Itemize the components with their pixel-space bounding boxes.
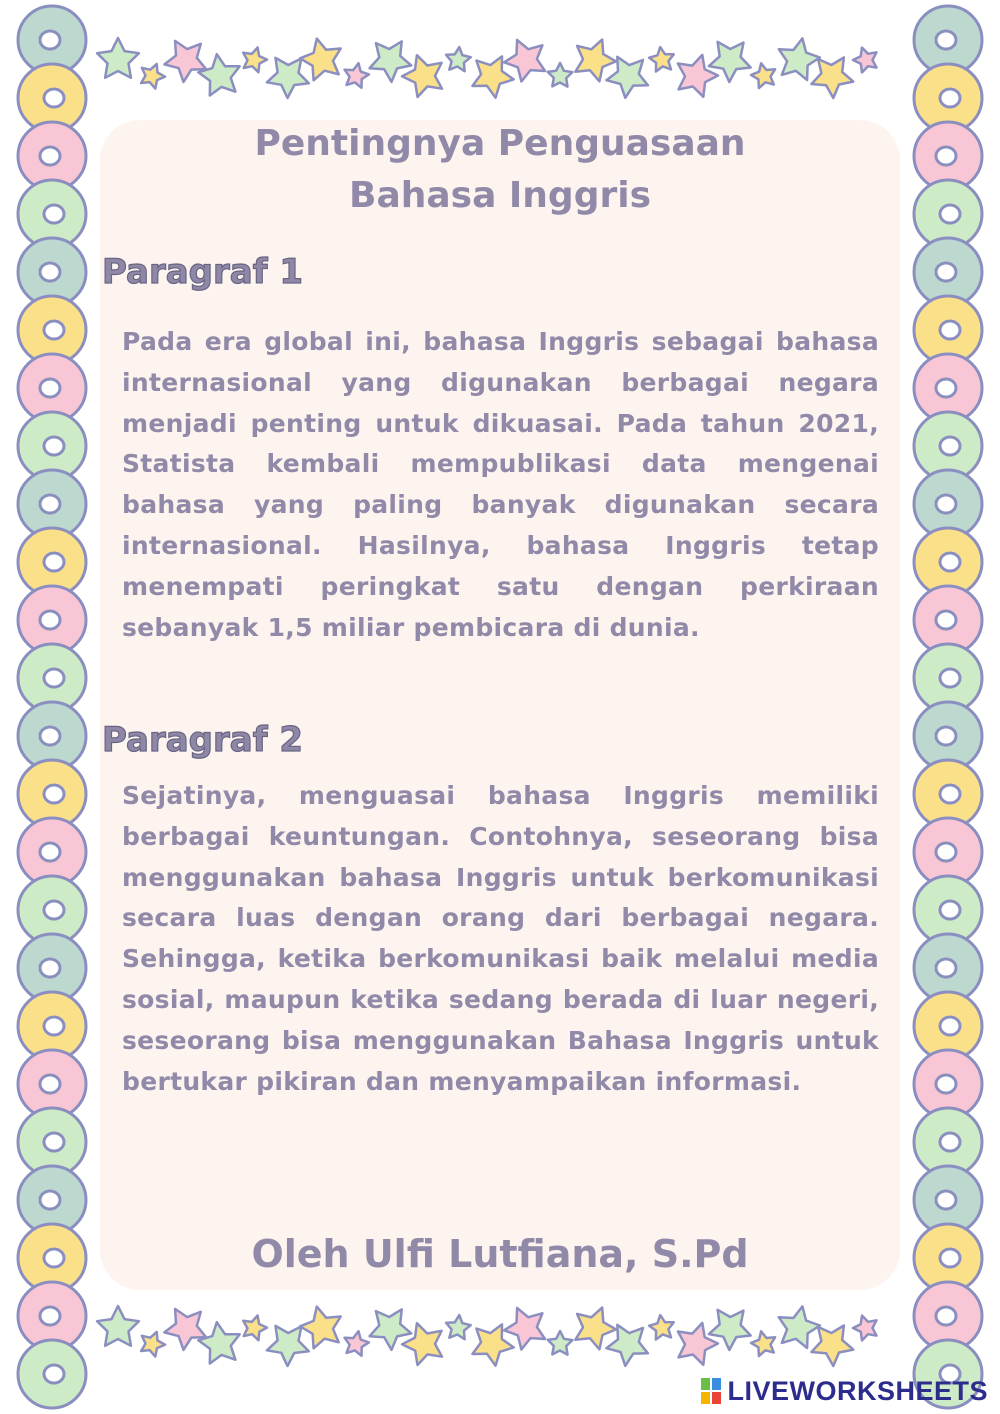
star-icon: [97, 38, 139, 78]
star-icon: [345, 63, 369, 88]
star-icon: [779, 38, 820, 80]
star-icon: [243, 48, 267, 73]
star-icon: [853, 1316, 877, 1341]
star-icon: [446, 47, 471, 71]
star-icon: [300, 39, 341, 81]
donut-column-right: [914, 6, 982, 1408]
star-icon: [504, 1308, 545, 1350]
star-icon: [267, 1326, 309, 1366]
title-line-2: Bahasa Inggris: [349, 175, 651, 216]
paragraph-2-text: Sejatinya, menguasai bahasa Inggris memiliki berbagai keuntungan. Contohnya, seseorang bisa menggunakan bahasa Inggris untuk berkomunikasi secara luas dengan orang dari berbagai negara. Sehingga, ketika berkomunikasi baik melalui media sosial, maupun ketika sedang berada di luar negeri, seseorang bisa menggunakan Bahasa Inggris untuk bertukar pikiran dan menyampaikan informasi.: [122, 781, 879, 1096]
star-icon: [548, 63, 573, 87]
star-icon: [267, 58, 309, 98]
star-garland-top: [97, 38, 876, 98]
star-icon: [751, 1331, 775, 1356]
star-icon: [751, 63, 775, 88]
star-icon: [345, 1331, 369, 1356]
page-title: [180, 118, 820, 222]
star-icon: [164, 41, 206, 82]
title-line-1: Pentingnya Penguasaan: [254, 123, 746, 164]
liveworksheets-footer[interactable]: [701, 1375, 988, 1407]
star-icon: [504, 40, 545, 82]
liveworksheets-brand: LIVEWORKSHEETS: [727, 1375, 988, 1406]
paper-background: [100, 120, 900, 1290]
star-icon: [812, 58, 854, 99]
star-icon: [678, 1323, 718, 1365]
donut-icon: [18, 1340, 86, 1408]
paragraph-1-heading: Paragraf 1: [102, 252, 303, 292]
paragraph-2-heading: Paragraf 2: [102, 720, 303, 760]
star-icon: [141, 1332, 165, 1357]
star-icon: [300, 1307, 341, 1349]
star-icon: [198, 1322, 239, 1363]
donut-column-left: [18, 6, 86, 1408]
star-icon: [198, 54, 239, 95]
star-icon: [548, 1331, 573, 1355]
star-garland-bottom: [97, 1306, 876, 1366]
star-icon: [575, 1308, 616, 1350]
star-icon: [853, 48, 877, 73]
star-icon: [446, 1315, 471, 1339]
star-icon: [97, 1306, 139, 1346]
star-icon: [243, 1316, 267, 1341]
star-icon: [164, 1309, 206, 1350]
author-credit: Oleh Ulfi Lutfiana, S.Pd: [251, 1232, 749, 1276]
star-icon: [575, 40, 616, 82]
star-icon: [779, 1306, 820, 1348]
liveworksheets-logo-icon: [701, 1378, 723, 1404]
star-icon: [649, 1315, 674, 1339]
star-icon: [678, 55, 718, 97]
star-icon: [649, 47, 674, 71]
paragraph-1-text: Pada era global ini, bahasa Inggris sebagai bahasa internasional yang digunakan berbagai negara menjadi penting untuk dikuasai. Pada tahun 2021, Statista kembali mempublikasi data mengenai bahasa yang paling banyak digunakan secara internasional. Hasilnya, bahasa Inggris tetap menempati peringkat satu dengan perkiraan sebanyak 1,5 miliar pembicara di dunia.: [122, 327, 879, 642]
star-icon: [141, 64, 165, 89]
star-icon: [812, 1326, 854, 1367]
